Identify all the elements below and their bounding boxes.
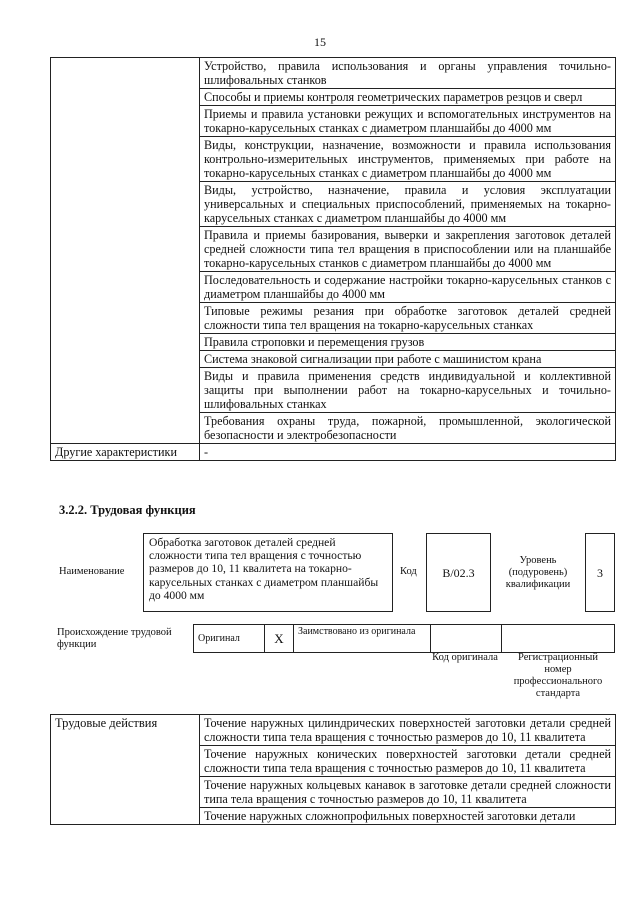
table-cell: Типовые режимы резания при обработке заготовок деталей средней сложности типа тел вращения на токарно-карусельных станках <box>200 303 616 334</box>
table-row <box>51 444 616 461</box>
table-cell: Требования охраны труда, пожарной, промышленной, экологической безопасности и электробезопасности <box>200 413 616 444</box>
code-original-caption: Код оригинала <box>432 652 498 663</box>
table-row <box>194 625 615 653</box>
table-cell: Система знаковой сигнализации при работе с машинистом крана <box>200 351 616 368</box>
level-value-box: 3 <box>585 533 615 612</box>
original-mark: X <box>265 625 294 653</box>
table-cell: Устройство, правила использования и органы управления точильно-шлифовальных станков <box>200 58 616 89</box>
table-row <box>51 715 616 746</box>
table-cell: Точение наружных цилиндрических поверхностей заготовки детали средней сложности типа тела вращения с точностью размеров до 10, 11 квалитета <box>200 715 616 746</box>
other-characteristics-label: Другие характеристики <box>51 444 200 461</box>
origin-reg-cell <box>502 625 615 653</box>
borrowed-label: Заимствовано из оригинала <box>294 625 431 653</box>
table-cell: Виды, устройство, назначение, правила и условия эксплуатации универсальных и специальных приспособлений, применяемых на токарно-карусельных станках с диаметром планшайбы до 4000 мм <box>200 182 616 227</box>
function-name-box: Обработка заготовок деталей средней сложности типа тел вращения с точностью размеров до 10, 11 квалитета на токарно-карусельных станках с диаметром планшайбы до 4000 мм <box>143 533 393 612</box>
table-cell: Способы и приемы контроля геометрических параметров резцов и сверл <box>200 89 616 106</box>
origin-label: Происхождение трудовой функции <box>57 627 172 650</box>
table-row <box>51 58 616 89</box>
table-cell: Виды и правила применения средств индивидуальной и коллективной защиты при выполнении работ на токарно-карусельных и точильно-шлифовальных станках <box>200 368 616 413</box>
table-cell: Последовательность и содержание настройки токарно-карусельных станков с диаметром планшайбы до 4000 мм <box>200 272 616 303</box>
function-code-box: B/02.3 <box>426 533 491 612</box>
origin-table <box>193 624 615 653</box>
table-cell: Правила и приемы базирования, выверки и закрепления заготовок деталей средней сложности типа тел вращения в приспособлении или на планшайбе токарно-карусельных станков с диаметром планшайбы до 4000 мм <box>200 227 616 272</box>
origin-code-cell <box>431 625 502 653</box>
table-cell: Правила строповки и перемещения грузов <box>200 334 616 351</box>
page-number: 15 <box>314 35 326 49</box>
table-cell: Точение наружных сложнопрофильных поверхностей заготовки детали <box>200 808 616 825</box>
table-cell: Виды, конструкции, назначение, возможности и правила использования контрольно-измерительных инструментов, применяемых при работе на токарно-карусельных станках с диаметром планшайбы до 4000 мм <box>200 137 616 182</box>
name-label: Наименование <box>59 566 125 577</box>
section-title: 3.2.2. Трудовая функция <box>59 503 196 517</box>
table-cell: Точение наружных кольцевых канавок в заготовке детали средней сложности типа тела вращения с точностью размеров до 10, 11 квалитета <box>200 777 616 808</box>
registration-number-caption: Регистрационный номер профессионального стандарта <box>513 652 603 699</box>
table-cell: Приемы и правила установки режущих и вспомогательных инструментов на токарно-карусельных станках с диаметром планшайбы до 4000 мм <box>200 106 616 137</box>
code-label: Код <box>400 566 417 577</box>
original-label: Оригинал <box>194 625 265 653</box>
labor-actions-label: Трудовые действия <box>51 715 200 825</box>
knowledge-requirements-table <box>50 57 616 461</box>
knowledge-label-cell <box>51 58 200 444</box>
other-characteristics-value: - <box>200 444 616 461</box>
labor-actions-table <box>50 714 616 825</box>
level-label: Уровень (подуровень) квалификации <box>505 555 571 590</box>
table-cell: Точение наружных конических поверхностей заготовки детали средней сложности типа тела вращения с точностью размеров до 10, 11 квалитета <box>200 746 616 777</box>
